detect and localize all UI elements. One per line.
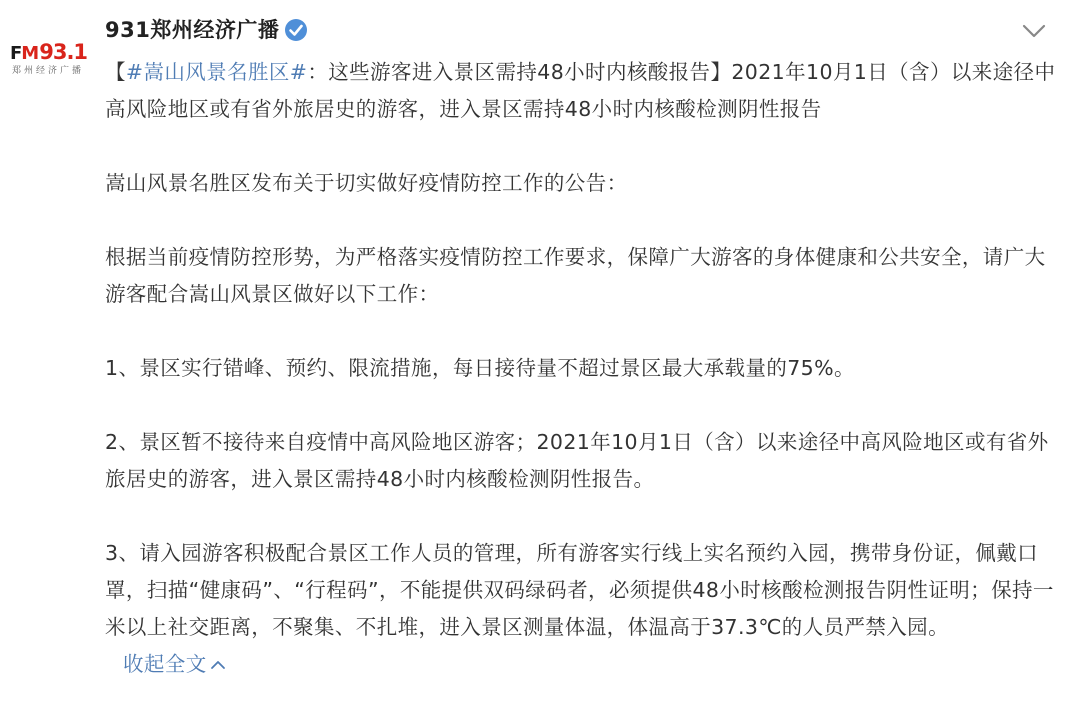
verified-badge-icon <box>284 18 308 42</box>
collapse-label: 收起全文 <box>123 652 207 676</box>
headline-text: ：这些游客进入景区需持48小时内核酸报告】2021年10月1日（含）以来途径中高风险地区或有省外旅居史的游客，进入景区需持48小时内核酸检测阴性报告 <box>105 60 1056 121</box>
post-paragraph-item-2: 2、景区暂不接待来自疫情中高风险地区游客；2021年10月1日（含）以来途径中高风险地区或有省外旅居史的游客，进入景区需持48小时内核酸检测阴性报告。 <box>105 430 1049 491</box>
collapse-button[interactable] <box>123 646 226 683</box>
post-paragraph-intro: 根据当前疫情防控形势，为严格落实疫情防控工作要求，保障广大游客的身体健康和公共安全，请广大游客配合嵩山风景区做好以下工作： <box>105 245 1046 306</box>
post-paragraph-item-3 <box>105 535 1065 683</box>
avatar[interactable] <box>10 40 92 82</box>
avatar-subtitle: 郑州经济广播 <box>12 66 85 76</box>
post-paragraph-headline <box>105 54 1065 128</box>
post-paragraph-announcement: 嵩山风景名胜区发布关于切实做好疫情防控工作的公告： <box>105 171 628 195</box>
avatar-frequency: 93.1 <box>39 40 88 64</box>
headline-open-bracket: 【 <box>105 60 126 84</box>
topic-link[interactable]: #嵩山风景名胜区# <box>125 60 308 84</box>
username[interactable]: 931郑州经济广播 <box>105 18 280 42</box>
post-paragraph-item-1: 1、景区实行错峰、预约、限流措施，每日接待量不超过景区最大承载量的75%。 <box>105 356 855 380</box>
chevron-up-icon <box>210 659 226 671</box>
post-content <box>105 54 1065 720</box>
chevron-down-icon[interactable] <box>1021 22 1047 40</box>
item-3-text: 3、请入园游客积极配合景区工作人员的管理，所有游客实行线上实名预约入园，携带身份证，佩戴口罩，扫描“健康码”、“行程码”，不能提供双码绿码者，必须提供48小时核酸检测报告阴性证明；保持一米以上社交距离，不聚集、不扎堆，进入景区测量体温，体温高于37.3℃的人员严禁入园。 <box>105 541 1054 639</box>
avatar-fm-text: FM <box>10 43 39 64</box>
